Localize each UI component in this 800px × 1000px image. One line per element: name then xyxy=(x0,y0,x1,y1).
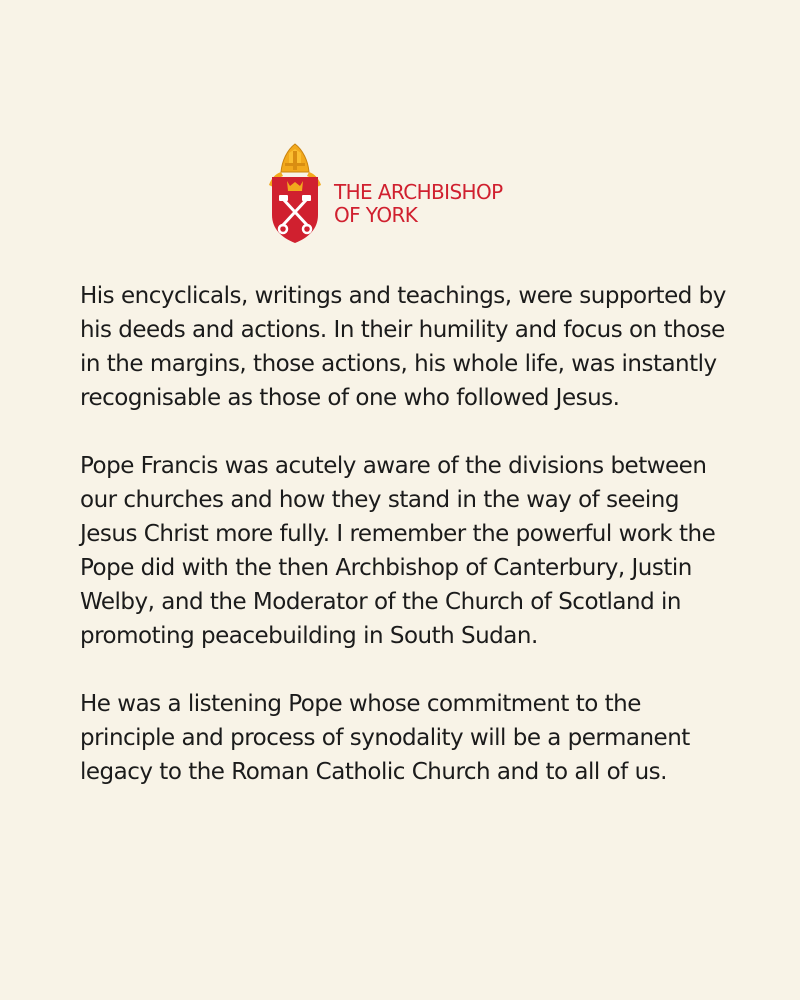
logo-line-1: THE ARCHBISHOP xyxy=(334,180,503,204)
paragraph-3: He was a listening Pope whose commitment to the principle and process of synodality will be a permanent legacy to the Roman Catholic Church and to all of us. xyxy=(80,691,690,785)
statement-body xyxy=(80,279,740,823)
crest-icon xyxy=(266,141,324,245)
paragraph-1: His encyclicals, writings and teachings, were supported by his deeds and actions. In their humility and focus on those in the margins, those actions, his whole life, was instantly recognisable as those of one who followed Jesus. xyxy=(80,283,726,411)
logo-line-2: OF YORK xyxy=(334,203,418,227)
archbishop-of-york-logo xyxy=(266,141,546,247)
paragraph-2: Pope Francis was acutely aware of the divisions between our churches and how they stand in the way of seeing Jesus Christ more fully. I remember the powerful work the Pope did with the then Archbishop of Canterbury, Justin Welby, and the Moderator of the Church of Scotland in promoting peacebuilding in South Sudan. xyxy=(80,453,716,649)
logo-wordmark xyxy=(334,181,503,227)
